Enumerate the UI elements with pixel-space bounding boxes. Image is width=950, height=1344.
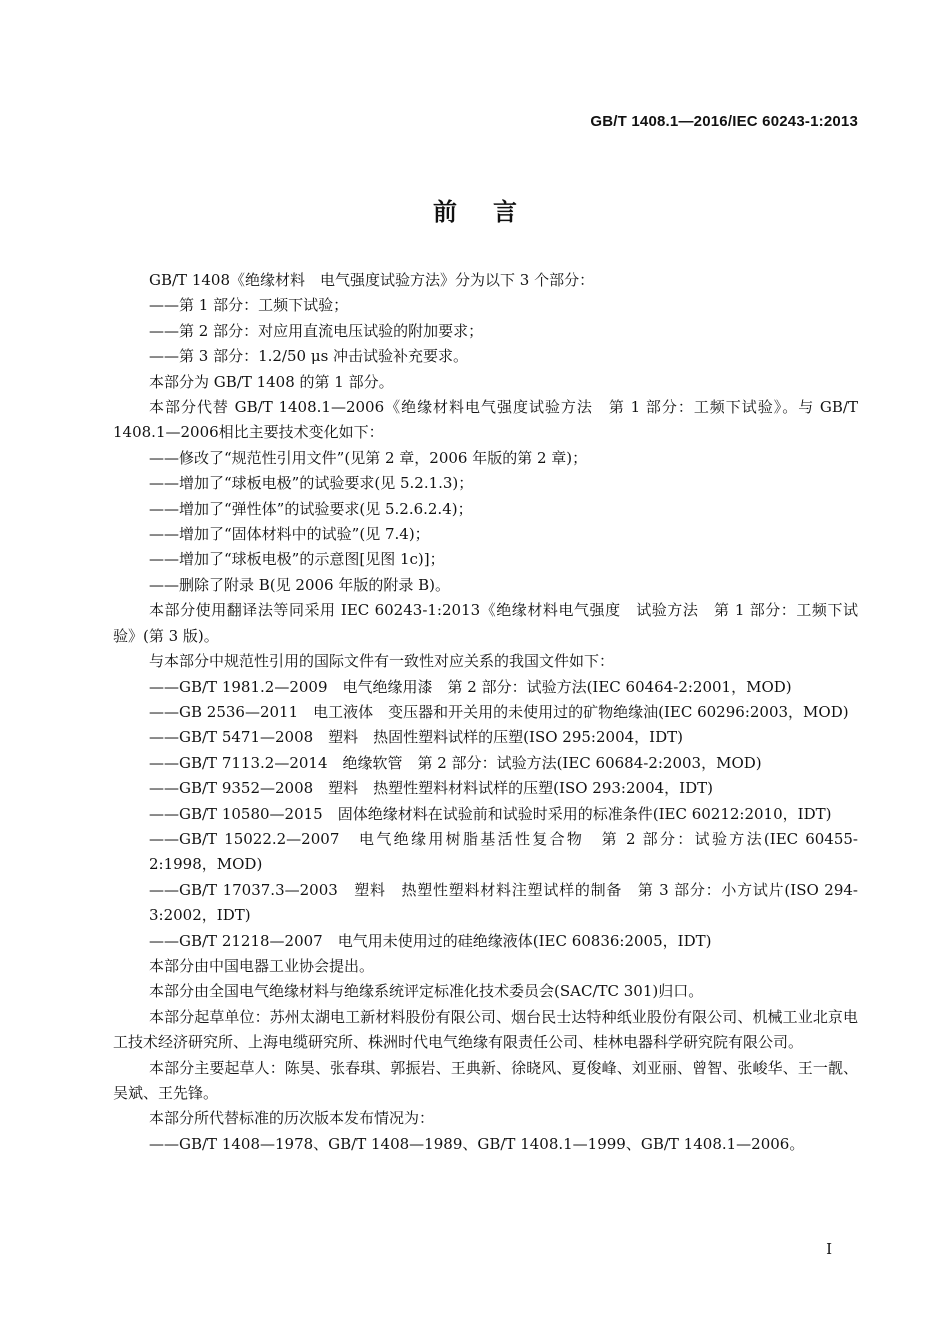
list-item: ——GB/T 7113.2—2014 绝缘软管 第 2 部分：试验方法(IEC 60684-2:2003，MOD)	[149, 753, 762, 772]
list-item: ——GB/T 17037.3—2003 塑料 热塑性塑料材料注塑试样的制备 第 3 部分：小方试片(ISO 294-3:2002，IDT)	[149, 880, 858, 925]
paragraph: 本部分使用翻译法等同采用 IEC 60243-1:2013《绝缘材料电气强度 试验方法 第 1 部分：工频下试验》(第 3 版)。	[113, 601, 858, 645]
foreword-body	[113, 268, 858, 1157]
list-item: ——第 3 部分：1.2/50 μs 冲击试验补充要求。	[149, 347, 469, 366]
list-item: ——GB/T 10580—2015 固体绝缘材料在试验前和试验时采用的标准条件(IEC 60212:2010，IDT)	[149, 804, 832, 823]
list-item: ——GB 2536—2011 电工液体 变压器和开关用的未使用过的矿物绝缘油(IEC 60296:2003，MOD)	[149, 702, 849, 721]
list-item: ——增加了“固体材料中的试验”(见 7.4)；	[149, 525, 430, 544]
list-item: ——GB/T 9352—2008 塑料 热塑性塑料材料试样的压塑(ISO 293:2004，IDT)	[149, 779, 713, 798]
list-item: ——删除了附录 B(见 2006 年版的附录 B)。	[149, 575, 450, 594]
paragraph: 本部分主要起草人：陈昊、张春琪、郭振岩、王典新、徐晓风、夏俊峰、刘亚丽、曾智、张峻华、王一靓、吴斌、王先锋。	[113, 1058, 858, 1102]
list-item: ——GB/T 1981.2—2009 电气绝缘用漆 第 2 部分：试验方法(IEC 60464-2:2001，MOD)	[149, 677, 792, 696]
list-item: ——增加了“球板电极”的试验要求(见 5.2.1.3)；	[149, 474, 474, 493]
paragraph: 本部分为 GB/T 1408 的第 1 部分。	[149, 372, 394, 391]
list-item: ——GB/T 21218—2007 电气用未使用过的硅绝缘液体(IEC 60836:2005，IDT)	[149, 931, 712, 950]
standard-code-header: GB/T 1408.1—2016/IEC 60243-1:2013	[590, 113, 858, 130]
list-item: ——增加了“弹性体”的试验要求(见 5.2.6.2.4)；	[149, 499, 473, 518]
list-item: ——GB/T 5471—2008 塑料 热固性塑料试样的压塑(ISO 295:2004，IDT)	[149, 728, 683, 747]
page-number: I	[826, 1240, 832, 1258]
paragraph: 本部分所代替标准的历次版本发布情况为：	[149, 1109, 435, 1128]
paragraph: 本部分代替 GB/T 1408.1—2006《绝缘材料电气强度试验方法 第 1 部分：工频下试验》。与 GB/T 1408.1—2006相比主要技术变化如下：	[113, 398, 858, 442]
list-item: ——第 1 部分：工频下试验；	[149, 296, 349, 315]
list-item: ——修改了“规范性引用文件”(见第 2 章，2006 年版的第 2 章)；	[149, 448, 588, 467]
page-title: 前言	[433, 198, 553, 226]
paragraph: 本部分起草单位：苏州太湖电工新材料股份有限公司、烟台民士达特种纸业股份有限公司、机械工业北京电工技术经济研究所、上海电缆研究所、株洲时代电气绝缘有限责任公司、桂林电器科学研究院有限公司。	[113, 1007, 858, 1052]
list-item: ——GB/T 1408—1978、GB/T 1408—1989、GB/T 1408.1—1999、GB/T 1408.1—2006。	[149, 1134, 805, 1153]
paragraph: 本部分由全国电气绝缘材料与绝缘系统评定标准化技术委员会(SAC/TC 301)归口。	[149, 982, 704, 1001]
list-item: ——增加了“球板电极”的示意图[见图 1c)]；	[149, 550, 445, 569]
paragraph: GB/T 1408《绝缘材料 电气强度试验方法》分为以下 3 个部分：	[149, 271, 595, 289]
list-item: ——GB/T 15022.2—2007 电气绝缘用树脂基活性复合物 第 2 部分：试验方法(IEC 60455-2:1998，MOD)	[149, 829, 858, 874]
paragraph: 本部分由中国电器工业协会提出。	[149, 956, 375, 975]
list-item: ——第 2 部分：对应用直流电压试验的附加要求；	[149, 321, 484, 340]
paragraph: 与本部分中规范性引用的国际文件有一致性对应关系的我国文件如下：	[149, 652, 615, 671]
